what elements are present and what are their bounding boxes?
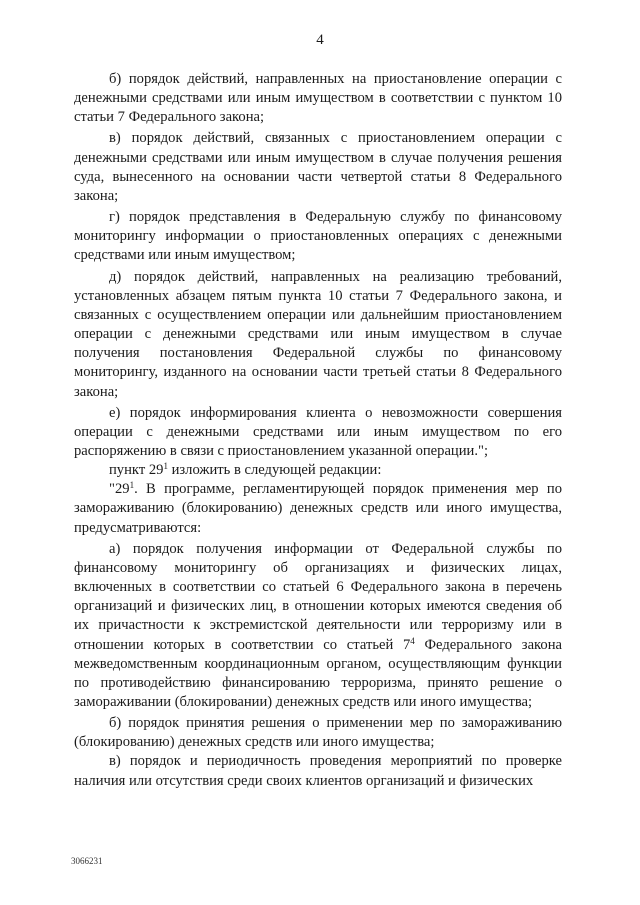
- program-text-start: "29: [109, 481, 130, 498]
- paragraph-g-reporting: г) порядок представления в Федеральную службу по финансовому мониторингу информации о приостановленных операциях с денежными средствами или иным имуществом;: [74, 209, 562, 264]
- paragraph-d-requirements: д) порядок действий, направленных на реализацию требований, установленных абзацем пятым пункта 10 статьи 7 Федерального закона, и связанных с осуществлением операции или дальнейшим приостановлением операции с денежными средствами или иным имуществом в случае получения постановления Федеральной службы по финансовому мониторингу, изданного на основании части третьей статьи 8 Федерального закона;: [74, 268, 562, 400]
- paragraph-amend-29-1: [74, 461, 562, 480]
- document-code: 3066231: [71, 856, 103, 866]
- program-text-end: . В программе, регламентирующей порядок применения мер по замораживанию (блокированию) денежных средств или иного имущества, предусматриваются:: [74, 481, 562, 536]
- superscript: 1: [129, 480, 135, 491]
- paragraph-v-court-decision: в) порядок действий, связанных с приостановлением операции с денежными средствами или иным имуществом в случае получения решения суда, вынесенного на основании части четвертой статьи 8 Федерального закона;: [74, 130, 562, 204]
- amend-text-start: пункт 29: [109, 462, 164, 479]
- obtaining-text-end: Федерального закона межведомственным координационным органом, осуществляющим функции по противодействию финансированию терроризма, принято решение о замораживании (блокировании) денежных средств или иного имущества;: [74, 636, 562, 710]
- paragraph-v-verification: в) порядок и периодичность проведения мероприятий по проверке наличия или отсутствия среди своих клиентов организаций и физических: [74, 753, 562, 789]
- superscript: 4: [410, 635, 415, 646]
- obtaining-text-start: а) порядок получения информации от Федеральной службы по финансовому мониторингу об организациях и физических лицах, включенных в соответствии со статьей 6 Федерального закона в перечень организаций и физических лиц, в отношении которых имеются сведения об их причастности к экстремистской деятельности или терроризму или в отношении которых в соответствии со статьей 7: [74, 540, 562, 653]
- paragraph-29-1-program: [74, 480, 562, 537]
- document-body: [74, 70, 562, 791]
- paragraph-a-obtaining-info: [74, 540, 562, 712]
- superscript: 1: [163, 461, 168, 472]
- page-number: 4: [316, 32, 324, 48]
- paragraph-b-freezing-decision: б) порядок принятия решения о применении мер по замораживанию (блокированию) денежных средств или иного имущества;: [74, 715, 562, 751]
- paragraph-b-suspension: б) порядок действий, направленных на приостановление операции с денежными средствами или иным имуществом в соответствии с пунктом 10 статьи 7 Федерального закона;: [74, 71, 562, 126]
- amend-text-end: изложить в следующей редакции:: [167, 462, 382, 479]
- paragraph-e-client-notice: е) порядок информирования клиента о невозможности совершения операции с денежными средствами или иным имуществом по его распоряжению в связи с приостановлением указанной операции.";: [74, 404, 562, 459]
